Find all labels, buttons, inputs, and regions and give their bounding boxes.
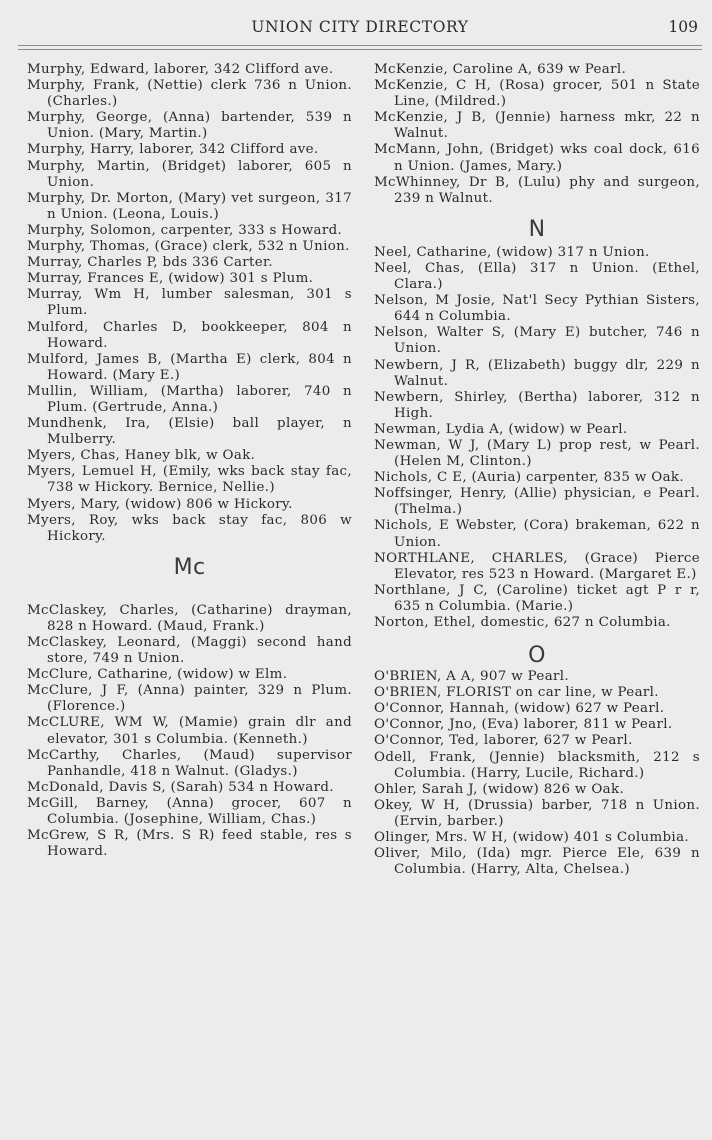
directory-entry: McMann, John, (Bridget) wks coal dock, 616 n Union. (James, Mary.) [374, 142, 700, 174]
header-rule [18, 45, 702, 50]
directory-entry: Newbern, J R, (Elizabeth) buggy dlr, 229 n Walnut. [374, 357, 700, 389]
directory-entry: Okey, W H, (Drussia) barber, 718 n Union. (Ervin, barber.) [374, 797, 700, 829]
directory-entry: McGill, Barney, (Anna) grocer, 607 n Columbia. (Josephine, William, Chas.) [27, 795, 352, 828]
directory-entry: Murphy, Edward, laborer, 342 Clifford ave. [27, 62, 334, 77]
directory-entry: Mullin, William, (Martha) laborer, 740 n Plum. (Gertrude, Anna.) [27, 383, 352, 415]
page-number: 109 [668, 18, 698, 36]
directory-entry: McKenzie, C H, (Rosa) grocer, 501 n State Line, (Mildred.) [374, 78, 700, 110]
directory-entry: McClaskey, Charles, (Catharine) drayman, 828 n Howard. (Maud, Frank.) [27, 602, 352, 634]
directory-entry: O'Connor, Jno, (Eva) laborer, 811 w Pearl. [374, 717, 673, 733]
directory-entry: Nichols, E Webster, (Cora) brakeman, 622 n Union. [374, 518, 700, 550]
right-column [374, 62, 700, 878]
directory-entry: Murphy, Martin, (Bridget) laborer, 605 n Union. [27, 158, 352, 190]
directory-entry: Murphy, Harry, laborer, 342 Clifford ave. [27, 142, 319, 158]
directory-entry: McKenzie, Caroline A, 639 w Pearl. [374, 62, 627, 77]
entries-mc-left [27, 603, 352, 861]
directory-entry: Odell, Frank, (Jennie) blacksmith, 212 s Columbia. (Harry, Lucile, Richard.) [374, 749, 700, 781]
directory-entry: NORTHLANE, CHARLES, (Grace) Pierce Elevator, res 523 n Howard. (Margaret E.) [374, 550, 700, 582]
directory-entry: Murphy, Solomon, carpenter, 333 s Howard. [27, 222, 343, 238]
directory-entry: Murray, Charles P, bds 336 Carter. [27, 255, 273, 271]
directory-entry: Mulford, James B, (Martha E) clerk, 804 n Howard. (Mary E.) [27, 351, 352, 383]
directory-entry: Neel, Catharine, (widow) 317 n Union. [374, 244, 650, 260]
directory-entry: O'Connor, Ted, laborer, 627 w Pearl. [374, 733, 633, 749]
directory-entry: Murray, Wm H, lumber salesman, 301 s Plum. [27, 287, 352, 319]
directory-entry: Nelson, M Josie, Nat'l Secy Pythian Sisters, 644 n Columbia. [374, 293, 700, 325]
directory-entry: Newman, W J, (Mary L) prop rest, w Pearl. (Helen M, Clinton.) [374, 437, 700, 470]
directory-entry: Myers, Lemuel H, (Emily, wks back stay fac, 738 w Hickory. Bernice, Nellie.) [27, 464, 352, 496]
directory-entry: McClure, J F, (Anna) painter, 329 n Plum. (Florence.) [27, 683, 352, 715]
directory-entry: Myers, Chas, Haney blk, w Oak. [27, 448, 256, 464]
directory-entry: Northlane, J C, (Caroline) ticket agt P r r, 635 n Columbia. (Marie.) [374, 582, 700, 614]
section-heading-mc: Mc [173, 554, 206, 580]
directory-entry: O'Connor, Hannah, (widow) 627 w Pearl. [374, 701, 665, 717]
running-title: UNION CITY DIRECTORY [251, 18, 469, 36]
directory-entry: Myers, Mary, (widow) 806 w Hickory. [27, 496, 293, 512]
directory-entry: Norton, Ethel, domestic, 627 n Columbia. [374, 615, 671, 630]
section-heading-o: O [528, 643, 546, 669]
directory-entry: Myers, Roy, wks back stay fac, 806 w Hickory. [27, 512, 352, 544]
directory-entry: McCLURE, WM W, (Mamie) grain dlr and elevator, 301 s Columbia. (Kenneth.) [27, 715, 352, 747]
entries-mc-right [374, 62, 700, 207]
page-header [22, 18, 698, 42]
entries-o [374, 669, 700, 878]
directory-entry: O'BRIEN, FLORIST on car line, w Pearl. [374, 685, 659, 701]
section-heading-n: N [528, 216, 546, 242]
directory-entry: Murphy, George, (Anna) bartender, 539 n Union. (Mary, Martin.) [27, 110, 352, 142]
directory-entry: Oliver, Milo, (Ida) mgr. Pierce Ele, 639 n Columbia. (Harry, Alta, Chelsea.) [374, 846, 700, 878]
directory-entry: Ohler, Sarah J, (widow) 826 w Oak. [374, 781, 625, 797]
directory-entry: Noffsinger, Henry, (Allie) physician, e Pearl. (Thelma.) [374, 486, 700, 518]
directory-entry: Neel, Chas, (Ella) 317 n Union. (Ethel, Clara.) [374, 260, 700, 293]
directory-entry: Murray, Frances E, (widow) 301 s Plum. [27, 271, 314, 287]
directory-entry: McDonald, Davis S, (Sarah) 534 n Howard. [27, 779, 334, 795]
directory-entry: Murphy, Frank, (Nettie) clerk 736 n Union. (Charles.) [27, 78, 352, 110]
directory-entry: McGrew, S R, (Mrs. S R) feed stable, res s Howard. [27, 828, 352, 860]
directory-entry: Nichols, C E, (Auria) carpenter, 835 w Oak. [374, 470, 684, 486]
entries-m [27, 62, 352, 545]
directory-entry: McKenzie, J B, (Jennie) harness mkr, 22 n Walnut. [374, 110, 700, 142]
entries-n [374, 245, 700, 631]
directory-entry: McClaskey, Leonard, (Maggi) second hand store, 749 n Union. [27, 635, 352, 667]
directory-entry: Newman, Lydia A, (widow) w Pearl. [374, 421, 628, 437]
directory-entry: Olinger, Mrs. W H, (widow) 401 s Columbia. [374, 830, 690, 846]
directory-entry: McWhinney, Dr B, (Lulu) phy and surgeon, 239 n Walnut. [374, 174, 700, 206]
directory-entry: Newbern, Shirley, (Bertha) laborer, 312 n High. [374, 389, 700, 421]
directory-entry: Mulford, Charles D, bookkeeper, 804 n Howard. [27, 319, 352, 351]
directory-entry: Mundhenk, Ira, (Elsie) ball player, n Mulberry. [27, 416, 352, 448]
directory-entry: O'BRIEN, A A, 907 w Pearl. [374, 669, 570, 685]
left-column [27, 62, 352, 860]
directory-entry: McClure, Catharine, (widow) w Elm. [27, 667, 288, 683]
directory-entry: Murphy, Dr. Morton, (Mary) vet surgeon, 317 n Union. (Leona, Louis.) [27, 190, 352, 222]
directory-entry: Nelson, Walter S, (Mary E) butcher, 746 n Union. [374, 325, 700, 357]
directory-entry: McCarthy, Charles, (Maud) supervisor Panhandle, 418 n Walnut. (Gladys.) [27, 747, 352, 779]
directory-entry: Murphy, Thomas, (Grace) clerk, 532 n Union. [27, 239, 350, 255]
